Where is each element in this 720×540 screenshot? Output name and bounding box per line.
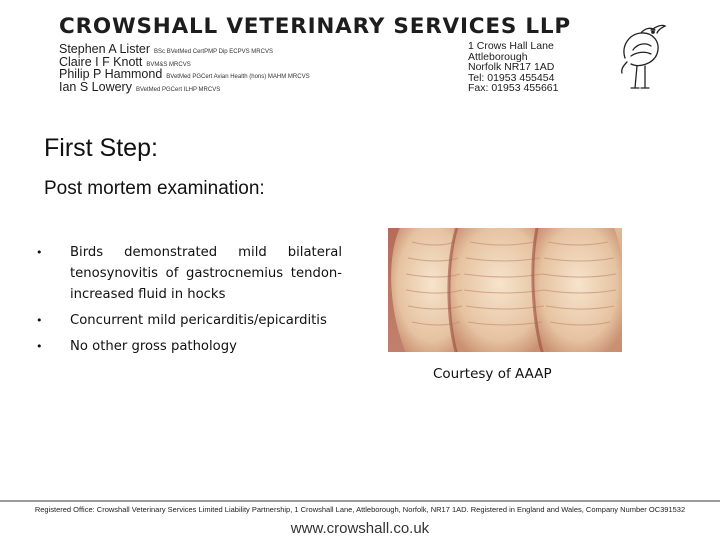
list-item	[36, 242, 342, 305]
photo-caption: Courtesy of AAAP	[433, 366, 552, 382]
finding-text: No other gross pathology	[70, 339, 237, 354]
fax: Fax: 01953 455661	[468, 82, 559, 94]
partner-qualifications: BVetMed PGCert Avian Health (hons) MAHM MRCVS	[166, 74, 310, 80]
partner-name: Stephen A Lister	[59, 42, 151, 56]
findings-list	[36, 242, 342, 362]
partner-qualifications: BVM&S MRCVS	[146, 61, 191, 68]
registered-office-text: Registered Office: Crowshall Veterinary Services Limited Liability Partnership, 1 Crowshall Lane, Attleborough, Norfolk, NR17 1AD. Registered in England and Wales, Company Number OC391532	[34, 505, 686, 514]
finding-text: Concurrent mild pericarditis/epicarditis	[70, 313, 327, 328]
address-line: Norfolk NR17 1AD	[468, 61, 555, 73]
bullet-icon: •	[36, 246, 43, 259]
website-link[interactable]: www.crowshall.co.uk	[290, 520, 430, 537]
crow-logo-icon	[615, 18, 671, 96]
list-item	[36, 310, 342, 331]
address-line: Attleborough	[468, 50, 528, 63]
telephone: Tel: 01953 455454	[468, 71, 555, 84]
letterhead	[55, 14, 685, 96]
partner-row	[59, 55, 310, 68]
slide-heading: First Step:	[44, 134, 158, 162]
list-item	[36, 336, 342, 357]
bullet-icon: •	[36, 314, 43, 327]
partner-name: Philip P Hammond	[59, 67, 163, 81]
partner-qualifications: BSc BVetMed CertPMP Dip ECPVS MRCVS	[154, 49, 273, 55]
partner-name: Ian S Lowery	[59, 79, 132, 94]
tendon-photo	[388, 228, 622, 352]
slide-subheading: Post mortem examination:	[44, 178, 265, 199]
partner-row	[59, 42, 310, 55]
address-line: 1 Crows Hall Lane	[468, 40, 554, 52]
bullet-icon: •	[36, 340, 43, 353]
footer-divider	[0, 500, 720, 502]
finding-text: Birds demonstrated mild bilateral tenosynovitis of gastrocnemius tendon- increased fluid in hocks	[70, 245, 342, 302]
partner-row	[59, 67, 310, 80]
partners-list	[59, 42, 310, 92]
partner-name: Claire I F Knott	[59, 54, 143, 69]
company-name: CROWSHALL VETERINARY SERVICES LLP	[59, 14, 571, 39]
postal-address	[468, 41, 559, 94]
partner-qualifications: BVetMed PGCert ILHP MRCVS	[135, 86, 221, 93]
partner-row	[59, 80, 310, 93]
